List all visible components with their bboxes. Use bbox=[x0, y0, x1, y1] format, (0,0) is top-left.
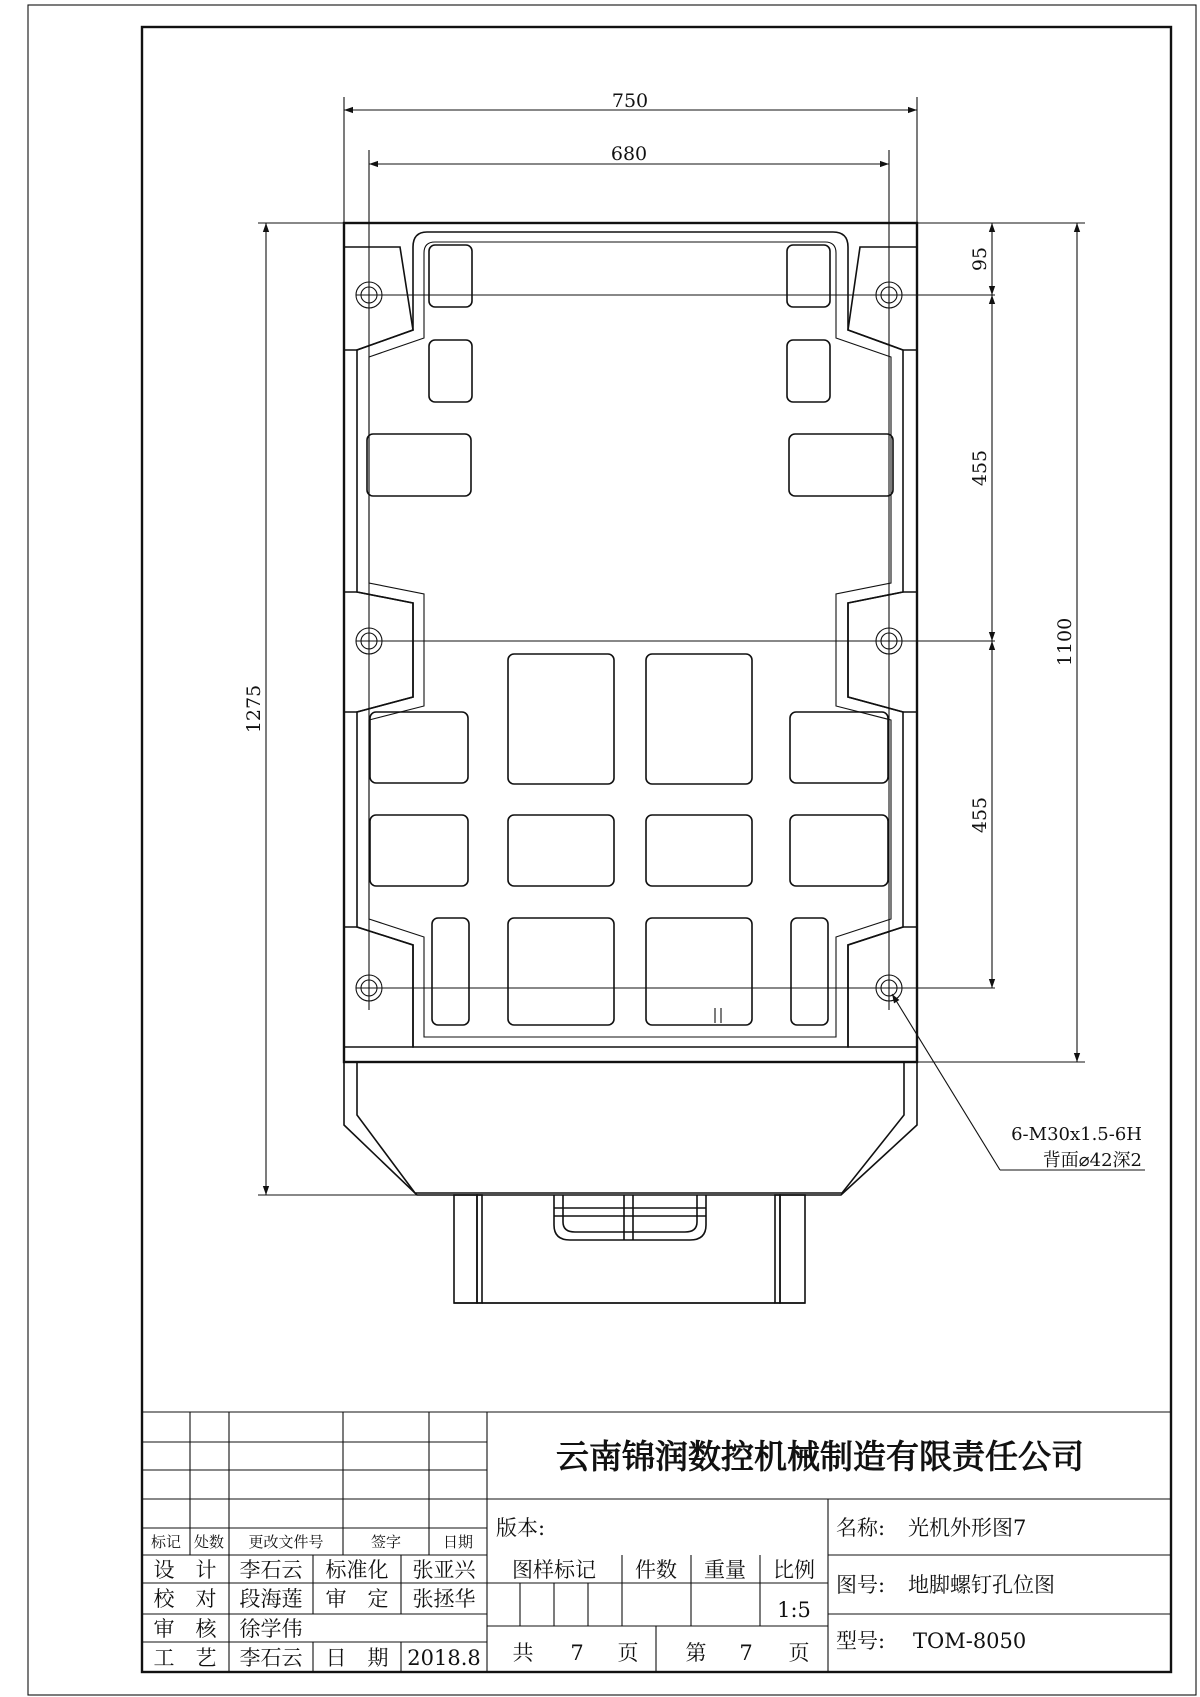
rev-header-sign: 签字 bbox=[370, 1533, 402, 1551]
design-label: 设 计 bbox=[153, 1558, 217, 1582]
total-label: 共 bbox=[512, 1641, 534, 1665]
quantity-label: 件数 bbox=[635, 1558, 677, 1582]
standard-name: 张亚兴 bbox=[412, 1558, 476, 1582]
check-name: 段海莲 bbox=[239, 1587, 303, 1611]
rev-header-count: 处数 bbox=[193, 1533, 225, 1551]
company-name: 云南锦润数控机械制造有限责任公司 bbox=[556, 1437, 1084, 1476]
date-value: 2018.8 bbox=[407, 1646, 481, 1670]
dim-455-upper: 455 bbox=[969, 449, 991, 487]
drawing-frame bbox=[142, 27, 1171, 1672]
dim-95: 95 bbox=[969, 246, 991, 272]
dim-750: 750 bbox=[611, 90, 649, 112]
base-pockets bbox=[367, 245, 893, 1025]
process-label: 工 艺 bbox=[153, 1646, 217, 1670]
name-value: 光机外形图7 bbox=[908, 1516, 1027, 1540]
page-unit-2: 页 bbox=[788, 1641, 810, 1665]
review-label: 审 核 bbox=[153, 1617, 217, 1641]
review-name: 徐学伟 bbox=[239, 1617, 303, 1641]
name-label: 名称: bbox=[836, 1516, 886, 1540]
dimension-texts bbox=[243, 90, 1076, 833]
drawing-no-label: 图号: bbox=[836, 1573, 886, 1597]
scale-value: 1:5 bbox=[777, 1598, 811, 1622]
current-page: 7 bbox=[739, 1641, 753, 1665]
model-value: TOM-8050 bbox=[913, 1629, 1027, 1653]
callout-counterbore-spec: 背面⌀42深2 bbox=[1042, 1150, 1142, 1171]
rev-header-mark: 标记 bbox=[150, 1533, 182, 1551]
approve-label: 审 定 bbox=[325, 1587, 389, 1611]
model-label: 型号: bbox=[836, 1629, 886, 1653]
dim-455-lower: 455 bbox=[969, 796, 991, 834]
dim-1100: 1100 bbox=[1054, 617, 1076, 667]
approve-name: 张拯华 bbox=[412, 1587, 476, 1611]
current-label: 第 bbox=[685, 1641, 707, 1665]
date-label: 日 期 bbox=[325, 1646, 389, 1670]
drawing-no-value: 地脚螺钉孔位图 bbox=[908, 1573, 1055, 1597]
thread-callout bbox=[892, 994, 1145, 1171]
bottom-rails bbox=[454, 1195, 805, 1303]
inner-wall-contour bbox=[357, 232, 903, 1047]
weight-label: 重量 bbox=[704, 1558, 746, 1582]
base-outline bbox=[344, 223, 917, 1195]
centre-lines bbox=[258, 97, 1085, 1195]
process-name: 李石云 bbox=[239, 1646, 303, 1670]
standard-label: 标准化 bbox=[325, 1558, 389, 1582]
dim-1275: 1275 bbox=[243, 684, 265, 734]
callout-thread-spec: 6-M30x1.5-6H bbox=[1011, 1124, 1142, 1145]
bolt-pad-bosses bbox=[344, 247, 917, 1047]
total-pages: 7 bbox=[570, 1641, 584, 1665]
small-mark bbox=[715, 1008, 721, 1023]
scale-label: 比例 bbox=[773, 1558, 815, 1582]
dim-680: 680 bbox=[610, 143, 648, 165]
check-label: 校 对 bbox=[153, 1587, 217, 1611]
version-label: 版本: bbox=[496, 1516, 546, 1540]
rev-header-date: 日期 bbox=[442, 1533, 474, 1551]
title-block bbox=[142, 1412, 1171, 1672]
dimension-lines bbox=[266, 110, 1077, 1195]
design-name: 李石云 bbox=[239, 1558, 303, 1582]
sample-mark-label: 图样标记 bbox=[512, 1558, 596, 1582]
rev-header-docno: 更改文件号 bbox=[248, 1533, 324, 1551]
page-unit-1: 页 bbox=[617, 1641, 639, 1665]
